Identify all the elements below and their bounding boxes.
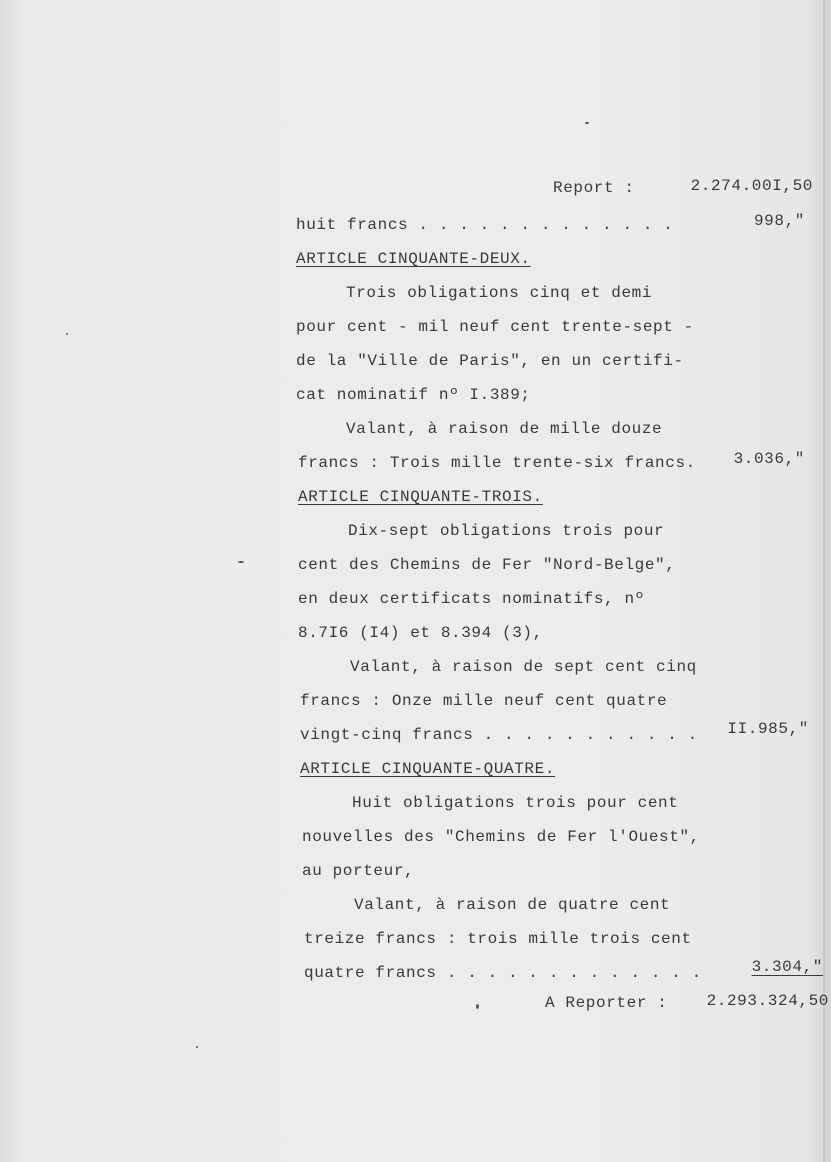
paper-speck [66,333,68,335]
article-heading: ARTICLE CINQUANTE-TROIS. [298,488,543,506]
text-line: Huit obligations trois pour cent [352,794,679,812]
paper-speck [238,561,244,563]
carry-forward-label: A Reporter : [545,994,668,1012]
paper-speck [196,1046,198,1048]
text-line: Valant, à raison de sept cent cinq [350,658,697,676]
text-line: de la "Ville de Paris", en un certifi- [296,352,684,370]
text-line: cent des Chemins de Fer "Nord-Belge", [298,556,676,574]
line-amount: II.985," [727,720,809,738]
text-line: nouvelles des "Chemins de Fer l'Ouest", [302,828,700,846]
carry-forward-amount: 2.293.324,50 [706,992,829,1010]
text-line: quatre francs . . . . . . . . . . . . . [304,964,702,982]
text-line: huit francs . . . . . . . . . . . . . [296,216,674,234]
paper-speck [476,1004,479,1009]
report-label: Report : [553,179,635,197]
text-line: pour cent - mil neuf cent trente-sept - [296,318,694,336]
line-amount: 3.304," [751,958,823,976]
article-heading: ARTICLE CINQUANTE-DEUX. [296,250,531,268]
article-heading: ARTICLE CINQUANTE-QUATRE. [300,760,556,778]
text-line: au porteur, [302,862,415,880]
text-line: Valant, à raison de mille douze [346,420,663,438]
text-line: francs : Trois mille trente-six francs. [298,454,696,472]
text-line: Trois obligations cinq et demi [346,284,653,302]
text-line: vingt-cinq francs . . . . . . . . . . . [300,726,698,744]
text-line: treize francs : trois mille trois cent [304,930,692,948]
line-amount: 998," [753,212,805,230]
paper-speck [585,122,589,124]
text-line: cat nominatif nº I.389; [296,386,531,404]
page-fold [823,0,825,1162]
text-line: Dix-sept obligations trois pour [348,522,665,540]
text-line: 8.7I6 (I4) et 8.394 (3), [298,624,543,642]
report-amount: 2.274.00I,50 [690,177,813,195]
text-line: en deux certificats nominatifs, nº [298,590,645,608]
text-line: Valant, à raison de quatre cent [354,896,671,914]
line-amount: 3.036," [733,450,805,468]
text-line: francs : Onze mille neuf cent quatre [300,692,668,710]
